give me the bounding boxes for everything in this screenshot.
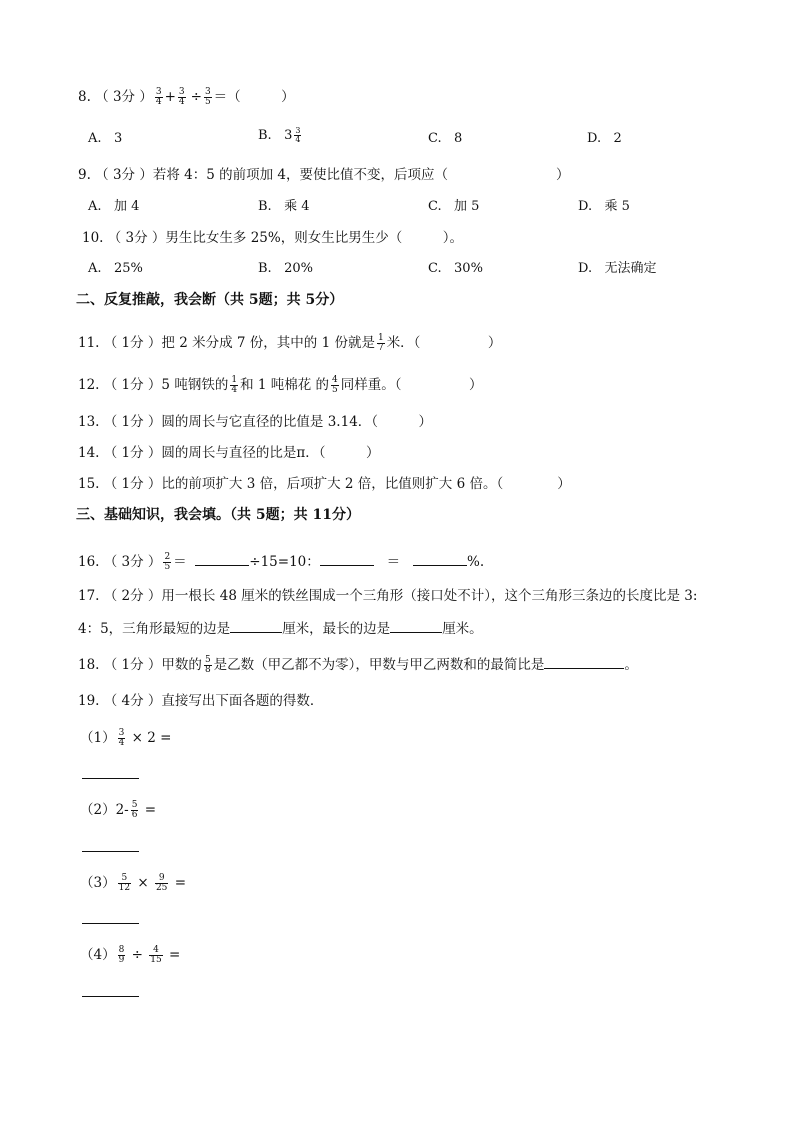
q10-option-a[interactable]: A. 25% — [88, 261, 143, 276]
question-10: 10. （ 3分 ）男生比女生多 25%，则女生比男生少（ ）。 — [82, 230, 463, 246]
question-14: 14. （ 1分 ）圆的周长与直径的比是π．（ ） — [78, 445, 380, 461]
question-17-line-2: 4：5，三角形最短的边是 厘米，最长的边是 厘米。 — [78, 618, 483, 638]
q16-fraction: $\frac{2}{5}$ — [164, 552, 171, 572]
q9-option-c[interactable]: C. 加 5 — [428, 199, 480, 214]
q17-blank-shortest[interactable] — [230, 618, 282, 633]
section-3-heading: 三、基础知识，我会填。（共 5题；共 11分） — [76, 507, 360, 523]
q19-answer-line-1[interactable] — [82, 778, 139, 779]
q8-op-divide: ÷ — [190, 89, 202, 105]
q10-option-c[interactable]: C. 30% — [428, 261, 483, 276]
q8-fraction-2: $\frac{3}{4}$ — [178, 87, 185, 107]
q19-answer-line-2[interactable] — [82, 851, 139, 852]
question-12: 12. （ 1分 ）5 吨钢铁的 $\frac{1}{4}$ 和 1 吨棉花 的 $\frac{4}{5}$ 同样重。（ ） — [78, 375, 483, 395]
question-19: 19. （ 4分 ）直接写出下面各题的得数． — [78, 693, 324, 709]
q10-option-d[interactable]: D. 无法确定 — [578, 261, 657, 276]
q18-fraction: $\frac{5}{8}$ — [204, 655, 211, 675]
q12-fraction-1: $\frac{1}{4}$ — [231, 375, 238, 395]
q19-item-4: （4） $\frac{8}{9}$ ÷ $\frac{4}{15}$ = — [80, 945, 181, 965]
question-9: 9. （ 3分 ）若将 4：5 的前项加 4，要使比值不变，后项应（ ） — [78, 167, 570, 183]
q19-answer-line-3[interactable] — [82, 923, 139, 924]
question-11: 11. （ 1分 ）把 2 米分成 7 份，其中的 1 份就是 $\frac{1}{7}$ 米．（ ） — [78, 333, 502, 353]
q18-blank[interactable] — [544, 654, 624, 669]
q16-blank-2[interactable] — [320, 551, 374, 566]
q8-op-plus: + — [164, 89, 176, 105]
q9-option-b[interactable]: B. 乘 4 — [258, 199, 310, 214]
q19-item-2: （2）2- $\frac{5}{6}$ = — [80, 800, 157, 820]
q16-blank-3[interactable] — [413, 551, 467, 566]
question-18: 18. （ 1分 ）甲数的 $\frac{5}{8}$ 是乙数（甲乙都不为零），甲数与甲乙两数和的最简比是 。 — [78, 655, 638, 675]
q16-blank-1[interactable] — [195, 551, 249, 566]
q9-option-d[interactable]: D. 乘 5 — [578, 199, 630, 214]
q19-item-1: （1） $\frac{3}{4}$ × 2 = — [80, 728, 172, 748]
q12-fraction-2: $\frac{4}{5}$ — [332, 375, 338, 395]
q17-blank-longest[interactable] — [390, 618, 442, 633]
q8-fraction-3: $\frac{3}{5}$ — [204, 87, 211, 107]
section-2-heading: 二、反复推敲，我会断（共 5题；共 5分） — [76, 292, 344, 308]
q11-fraction: $\frac{1}{7}$ — [377, 333, 384, 353]
q8-option-a[interactable]: A. 3 — [88, 131, 123, 146]
q10-option-b[interactable]: B. 20% — [258, 261, 313, 276]
q8-option-c[interactable]: C. 8 — [428, 131, 463, 146]
question-16: 16. （ 3分 ） $\frac{2}{5}$ ＝ ÷15=10： ＝ %. — [78, 552, 485, 572]
question-15: 15. （ 1分 ）比的前项扩大 3 倍，后项扩大 2 倍，比值则扩大 6 倍。（ ） — [78, 476, 571, 492]
q8-prefix: 8. （ 3分 ） — [78, 89, 153, 105]
q8-option-b[interactable]: B. 3 $\frac{3}{4}$ — [258, 126, 301, 144]
question-8 — [78, 88, 295, 107]
q8-suffix: ＝（ ） — [213, 89, 295, 105]
q8-option-d[interactable]: D. 2 — [587, 131, 622, 146]
q8-fraction-1: $\frac{3}{4}$ — [155, 87, 162, 107]
question-13: 13. （ 1分 ）圆的周长与它直径的比值是 3.14．（ ） — [78, 414, 433, 430]
q19-answer-line-4[interactable] — [82, 996, 139, 997]
q19-item-3: （3） $\frac{5}{12}$ × $\frac{9}{25}$ = — [80, 873, 187, 893]
q9-option-a[interactable]: A. 加 4 — [88, 199, 140, 214]
question-17-line-1: 17. （ 2分 ）用一根长 48 厘米的铁丝围成一个三角形（接口处不计），这个三角形三条边的长度比是 3: — [78, 588, 698, 604]
